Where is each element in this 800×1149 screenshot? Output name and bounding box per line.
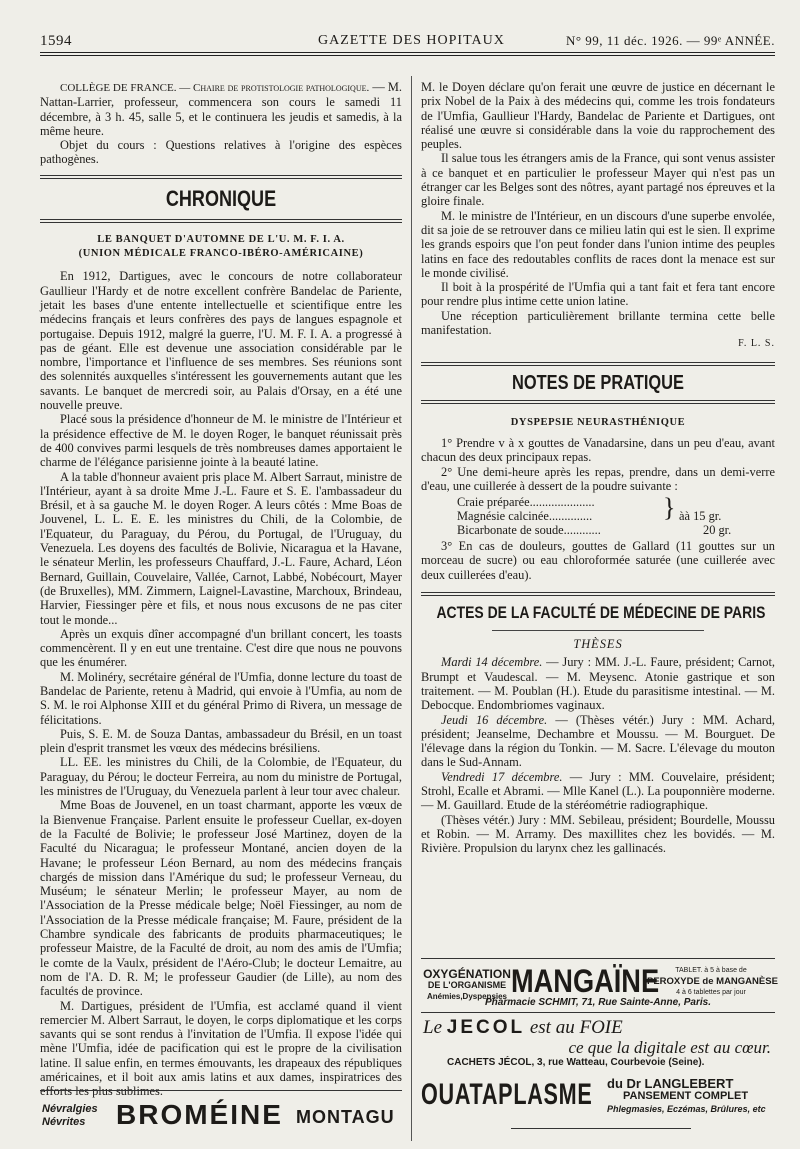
these-entry: Mardi 14 décembre. — Jury : MM. J.-L. Faure, président; Carnot, Brumpt et Vaudescal. — M. Meysenc. Atonie gastrique et son traitement. — M. Poublan (H.). Etude du parasitisme intestinal. — M. Debocque. Endombriomes vaginaux. xyxy=(421,655,775,713)
mangaine-left-3: Anémies,Dyspepsies xyxy=(426,992,508,1001)
bromeine-maker: MONTAGU xyxy=(296,1107,395,1127)
bromeine-ind-1: Névralgies xyxy=(42,1103,98,1115)
mangaine-brand: MANGAÏNE xyxy=(511,963,660,999)
chronique-paragraph: M. le Doyen déclare qu'on ferait une œuvre de justice en décernant le prix Nobel de la Paix à des médecins qui, comme les trois fondateurs de l'Umfia, Gaullieur l'Hardy, Bandelac de Pariente et Dartigues, ont réalisé une œuvre si considérable dans la voie du rapprochement des peuples. xyxy=(421,80,775,152)
chronique-paragraph: M. Molinéry, secrétaire général de l'Umfia, donne lecture du toast de Bandelac de Pariente, retenu à Madrid, qui envoie à l'Umfia, au nom de S. M. le roi Alphonse XIII et du général Primo di Rivera, un message de félicitations. xyxy=(40,669,402,727)
jecol-tagline-1: est au FOIE xyxy=(529,1017,623,1038)
bromeine-ad xyxy=(40,1090,402,1139)
recipe-item: Craie préparée..................... xyxy=(457,495,595,510)
chronique-paragraph: Mme Boas de Jouvenel, en un toast charmant, apporte les vœux de la Bienvenue Française. Parlent ensuite le professeur Cuellar, ex-doyen de la Faculté de Bolivie; le professeur José Martinez, doyen de la Faculté du Nicaragua; le professeur Montané, ancien doyen de la Havane; le professeur Léon Bernard, au nom des médecins français chargés de mission dans l'Amérique du sud; le professeur Verneau, du Muséum; le sénateur Merlin; le professeur Mayer, au nom de l'Association de la Presse médicale belge; Noël Fiessinger, au nom de l'Association de la Presse médicale française; M. Faure, président de la Chambre syndicale des fabricants de produits pharmaceutiques; le professeur Maistre, de la Faculté de droit, au nom des amis de l'Umfia; le comte de la Vaulx, président de l'Aéro-Club; le docteur Lemaitre, au nom de l'A. D. R. M; le professeur Gaudier (de Lille), au nom des facultés de province. xyxy=(40,798,402,999)
chronique-paragraph: A la table d'honneur avaient pris place M. Albert Sarraut, ministre de l'Intérieur, ayant à sa droite Mme J.-L. Faure et S. E. l'ambassadeur du Brésil, et à sa gauche M. le doyen Roger. A leurs côtés : Mme Boas de Jouvenel, L. L. E. E. les ministres du Chili, de la Colombie, de l'Equateur, du Paraguay, du Pérou, du Portugal, de l'Uruguay, du Venezuela. Les doyens des facultés de Bolivie, Nicaragua et la Havane, le sénateur Merlin, les professeurs Chauffard, J.-L. Faure, Achard, Léon Bernard, Guillain, Couvelaire, Vallée, Carnot, Labbé, Nobécourt, Mayer (de Bruxelles), MM. Zimmern, Laignel-Lavastine, Marchoux, Brindeau, Harvier, Fiessinger père et fils, et nous nous excusons de ne pas citer tout le monde... xyxy=(40,469,402,627)
ouataplasme-ad xyxy=(421,1076,775,1134)
jecol-address: CACHETS JÉCOL, 3, rue Watteau, Courbevoie (Seine). xyxy=(447,1057,705,1068)
notes-subtitle: DYSPEPSIE NEURASTHÉNIQUE xyxy=(510,416,686,428)
chronique-paragraph: M. Dartigues, président de l'Umfia, est acclamé quand il vient remercier M. Albert Sarraut, le doyen, le corps diplomatique et les corps savants qui se sont rendus à l'invitation de l'Umfia. Il expose l'idée qui mène l'Umfia, idée de pacification qui est le propre de la civilisation latine. Il salue enfin, en termes émouvants, les drapeaux des républiques américaines, et il boit aux amis latins et aux dames, inspiratrices des efforts les plus sublimes. xyxy=(40,998,402,1099)
jecol-brand: JECOL xyxy=(446,1017,526,1038)
column-divider xyxy=(411,76,412,1141)
chronique-title: CHRONIQUE xyxy=(165,185,277,211)
ouataplasme-sub: PANSEMENT COMPLET xyxy=(623,1090,749,1102)
mangaine-right-2: PEROXYDE de MANGANÈSE xyxy=(647,976,778,987)
mangaine-ad xyxy=(421,958,778,1009)
chronique-paragraph: Placé sous la présidence d'honneur de M. le ministre de l'Intérieur et la présidence effective de M. le doyen Roger, le banquet réunissait près de 400 convives parmi lesquels de très nombreuses dames apportaient le charme de l'élégance parisienne jointe à la beauté latine. xyxy=(40,412,402,470)
recipe-list xyxy=(457,495,775,537)
issue-info: N° 99, 11 déc. 1926. — 99ᵉ ANNÉE. xyxy=(565,33,775,48)
theses-subtitle: THÈSES xyxy=(573,637,623,652)
journal-title: GAZETTE DES HOPITAUX xyxy=(318,33,505,48)
mangaine-pharmacy: Pharmacie SCHMIT, 71, Rue Sainte-Anne, Paris. xyxy=(485,997,711,1008)
ouataplasme-indications: Phlegmasies, Eczémas, Brûlures, etc xyxy=(607,1104,766,1114)
mangaine-right-1: TABLET. à 5 à base de xyxy=(675,967,747,974)
jecol-le: Le xyxy=(423,1017,442,1038)
newspaper-page xyxy=(40,28,778,1138)
mangaine-right-3: 4 à 6 tablettes par jour xyxy=(676,989,746,996)
page-number: 1594 xyxy=(40,33,72,49)
chronique-paragraph: LL. EE. les ministres du Chili, de la Colombie, de l'Equateur, du Paraguay, du Pérou; le docteur Ferreira, au nom du ministre de Portugal, les ministres de l'Uruguay, du Venezuela parlent à leur tour avec chaleur. xyxy=(40,755,402,799)
chronique-paragraph: Après un exquis dîner accompagné d'un brillant concert, les toasts commencèrent. Il y en eut une trentaine. C'est dire que nous ne pouvons que les énumérer. xyxy=(40,626,402,670)
mangaine-left-1: OXYGÉNATION xyxy=(423,967,511,981)
these-entry: Vendredi 17 décembre. — Jury : MM. Couvelaire, président; Strohl, Ecalle et Abrami. — Mlle Kanel (L.). La pouponnière moderne. — M. Gauillard. Etude de la stéréométrie radiographique. xyxy=(421,769,775,813)
college-objet: Objet du cours : Questions relatives à l'origine des espèces pathogènes. xyxy=(40,138,402,167)
page-header xyxy=(40,28,775,50)
chronique-paragraph: Puis, S. E. M. de Souza Dantas, ambassadeur du Brésil, en un toast plein d'esprit transmet les vœux des médecins brésiliens. xyxy=(40,726,402,756)
chronique-paragraph: M. le ministre de l'Intérieur, en un discours d'une superbe envolée, dit sa joie de se retrouver dans ce milieu latin qui est le sien. Il exprime les grands espoirs que l'on peut fonder dans l'union intime des peuples latins en face des redoutables conflits de races dont la menace est sur le monde civilisé. xyxy=(421,208,775,280)
notes-title: NOTES DE PRATIQUE xyxy=(512,371,684,394)
recipe-item: Magnésie calcinée.............. àà 15 gr. xyxy=(457,509,722,524)
chronique-signature: F. L. S. xyxy=(738,338,775,350)
right-column xyxy=(421,76,775,855)
these-entry: Jeudi 16 décembre. — (Thèses vétér.) Jury : MM. Achard, président; Jeanselme, Dechambre et Moussu. — M. Bourguet. De l'élevage dans la région du Tonkin. — M. Sacre. L'élevage du mouton dans le Sud-Annam. xyxy=(421,712,775,770)
notes-step-2: 2° Une demi-heure après les repas, prendre, dans un demi-verre d'eau, une cuillerée à dessert de la poudre suivante : xyxy=(421,464,775,493)
jecol-tagline-2: ce que la digitale est au cœur. xyxy=(568,1038,771,1057)
notes-step-3: 3° En cas de douleurs, gouttes de Gallard (11 gouttes sur un morceau de sucre) ou eau chloroformée saturée (une cuillerée avec deux cuillerées d'eau). xyxy=(421,539,775,582)
chronique-paragraph: En 1912, Dartigues, avec le concours de notre collaborateur Gaullieur l'Hardy et de notre excellent confrère Bandelac de Pariente, jetait les bases d'une entente intellectuelle et scientifique entre les médecins français et leurs confrères des pays de langues espagnole et portugaise. Depuis 1912, malgré la guerre, l'U. M. F. I. A. a progressé à pas de géant. Elle est devenue une association considérable par le nombre, l'importance et l'influence de ses membres. Ses réunions sont des solennités auxquelles s'intéressent les gouvernements autant que les savants. Le banquet de mercredi soir, au Palais d'Orsay, en a été une nouvelle preuve. xyxy=(40,269,402,413)
header-rule-2 xyxy=(40,55,775,56)
college-announcement: COLLÈGE DE FRANCE. — Chaire de protistologie pathologique. — M. Nattan-Larrier, professeur, commencera son cours le samedi 11 décembre, à 3 h. 45, salle 5, et le continuera les jeudis et samedis, à la même heure. xyxy=(40,80,402,138)
these-entry: (Thèses vétér.) Jury : MM. Sebileau, président; Bourdelle, Moussu et Robin. — M. Arramy. Des maxillites chez les bovidés. — M. Rivière. Propulsion du larynx chez les gallinacés. xyxy=(421,812,775,856)
notes-step-1: 1° Prendre v à x gouttes de Vanadarsine, dans un peu d'eau, avant chacun des deux principaux repas. xyxy=(421,435,775,465)
bromeine-brand: BROMÉINE xyxy=(116,1099,283,1130)
chronique-subtitle-2: (UNION MÉDICALE FRANCO-IBÉRO-AMÉRICAINE) xyxy=(78,248,364,260)
mangaine-left-2: DE L'ORGANISME xyxy=(427,980,507,990)
chronique-subtitle: LE BANQUET D'AUTOMNE DE L'U. M. F. I. A. xyxy=(97,233,345,245)
bromeine-ind-2: Névrites xyxy=(42,1116,86,1128)
brace-glyph: } xyxy=(663,493,676,523)
chronique-paragraph: Une réception particulièrement brillante termina cette belle manifestation. xyxy=(421,308,775,338)
jecol-ad xyxy=(421,1012,775,1068)
actes-title: ACTES DE LA FACULTÉ DE MÉDECINE DE PARIS xyxy=(436,603,766,623)
left-column xyxy=(40,76,402,1099)
ouataplasme-brand: OUATAPLASME xyxy=(421,1078,593,1111)
ouataplasme-doctor: du Dr LANGLEBERT xyxy=(607,1076,734,1091)
header-rule xyxy=(40,52,775,53)
chronique-paragraph: Il salue tous les étrangers amis de la France, qui sont venus assister à ce banquet et en particulier le professeur Mayer qui n'est pas un étranger car les Belges sont des nôtres, ayant partagé nos épreuves et la gloire finale. xyxy=(421,151,775,209)
recipe-item: Bicarbonate de soude............ 20 gr. xyxy=(457,523,732,538)
chronique-paragraph: Il boit à la prospérité de l'Umfia qui a tant fait et fera tant encore pour rendre plus intime cette union latine. xyxy=(421,280,775,309)
